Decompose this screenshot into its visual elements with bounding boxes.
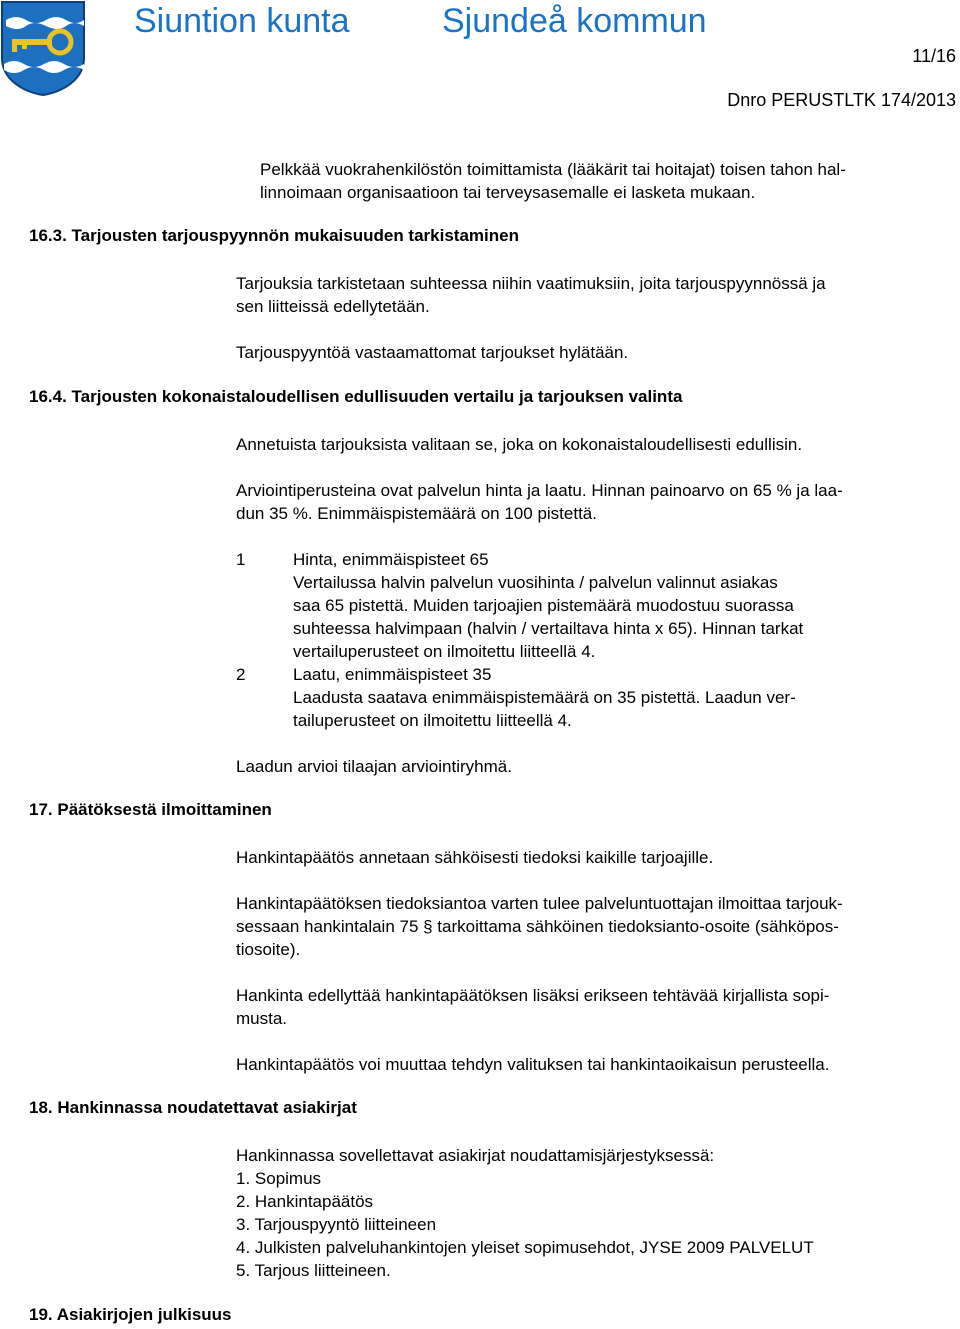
list-item: 5. Tarjous liitteineen. [236, 1261, 391, 1280]
paragraph-line: dun 35 %. Enimmäispistemäärä on 100 pistettä. [236, 504, 597, 523]
criterion-line: tailuperusteet on ilmoitettu liitteellä 4. [293, 711, 572, 730]
paragraph-line: Hankintapäätös voi muuttaa tehdyn valituksen tai hankintaoikaisun perusteella. [236, 1055, 830, 1074]
paragraph-line: sen liitteissä edellytetään. [236, 297, 430, 316]
paragraph-line: Laadun arvioi tilaajan arviointiryhmä. [236, 757, 512, 776]
document-number: Dnro PERUSTLTK 174/2013 [727, 90, 956, 110]
section-heading-17: 17. Päätöksestä ilmoittaminen [29, 800, 272, 819]
criterion-title: Hinta, enimmäispisteet 65 [293, 550, 489, 569]
list-item: 4. Julkisten palveluhankintojen yleiset sopimusehdot, JYSE 2009 PALVELUT [236, 1238, 814, 1257]
paragraph-line: Arviointiperusteina ovat palvelun hinta ja laatu. Hinnan painoarvo on 65 % ja laa- [236, 481, 843, 500]
criterion-line: vertailuperusteet on ilmoitettu liitteellä 4. [293, 642, 596, 661]
criterion-line: saa 65 pistettä. Muiden tarjoajien pistemäärä muodostuu suorassa [293, 596, 794, 615]
paragraph-line: musta. [236, 1009, 288, 1028]
criterion-title: Laatu, enimmäispisteet 35 [293, 665, 492, 684]
list-item: 3. Tarjouspyyntö liitteineen [236, 1215, 437, 1234]
section-heading-19: 19. Asiakirjojen julkisuus [29, 1305, 232, 1324]
criterion-number: 2 [236, 665, 246, 684]
criterion-line: Vertailussa halvin palvelun vuosihinta / palvelun valinnut asiakas [293, 573, 778, 592]
paragraph-line: Tarjouspyyntöä vastaamattomat tarjoukset hylätään. [236, 343, 629, 362]
municipality-crest-logo [0, 0, 86, 96]
list-item: 1. Sopimus [236, 1169, 322, 1188]
list-item: 2. Hankintapäätös [236, 1192, 374, 1211]
paragraph-line: Annetuista tarjouksista valitaan se, joka on kokonaistaloudellisesti edullisin. [236, 435, 803, 454]
section-heading-18: 18. Hankinnassa noudatettavat asiakirjat [29, 1098, 357, 1117]
paragraph-line: Hankintapäätöksen tiedoksiantoa varten tulee palveluntuottajan ilmoittaa tarjouk- [236, 894, 843, 913]
criterion-line: Laadusta saatava enimmäispistemäärä on 35 pistettä. Laadun ver- [293, 688, 796, 707]
criterion-line: suhteessa halvimpaan (halvin / vertailtava hinta x 65). Hinnan tarkat [293, 619, 804, 638]
paragraph-line: linnoimaan organisaatioon tai terveysasemalle ei lasketa mukaan. [260, 183, 756, 202]
paragraph-line: Pelkkää vuokrahenkilöstön toimittamista (lääkärit tai hoitajat) toisen tahon hal- [260, 160, 846, 179]
paragraph-line: tiosoite). [236, 940, 301, 959]
paragraph-line: Hankintapäätös annetaan sähköisesti tiedoksi kaikille tarjoajille. [236, 848, 714, 867]
paragraph-line: Hankinnassa sovellettavat asiakirjat noudattamisjärjestyksessä: [236, 1146, 715, 1165]
section-heading-16-4: 16.4. Tarjousten kokonaistaloudellisen edullisuuden vertailu ja tarjouksen valinta [29, 387, 683, 406]
criterion-number: 1 [236, 550, 246, 569]
municipality-name-finnish: Siuntion kunta [134, 2, 350, 40]
page-number: 11/16 [912, 46, 956, 66]
municipality-name-swedish: Sjundeå kommun [442, 2, 707, 40]
paragraph-line: Hankinta edellyttää hankintapäätöksen lisäksi erikseen tehtävää kirjallista sopi- [236, 986, 830, 1005]
section-heading-16-3: 16.3. Tarjousten tarjouspyynnön mukaisuuden tarkistaminen [29, 226, 519, 245]
paragraph-line: sessaan hankintalain 75 § tarkoittama sähköinen tiedoksianto-osoite (sähköpos- [236, 917, 839, 936]
paragraph-line: Tarjouksia tarkistetaan suhteessa niihin vaatimuksiin, joita tarjouspyynnössä ja [236, 274, 826, 293]
